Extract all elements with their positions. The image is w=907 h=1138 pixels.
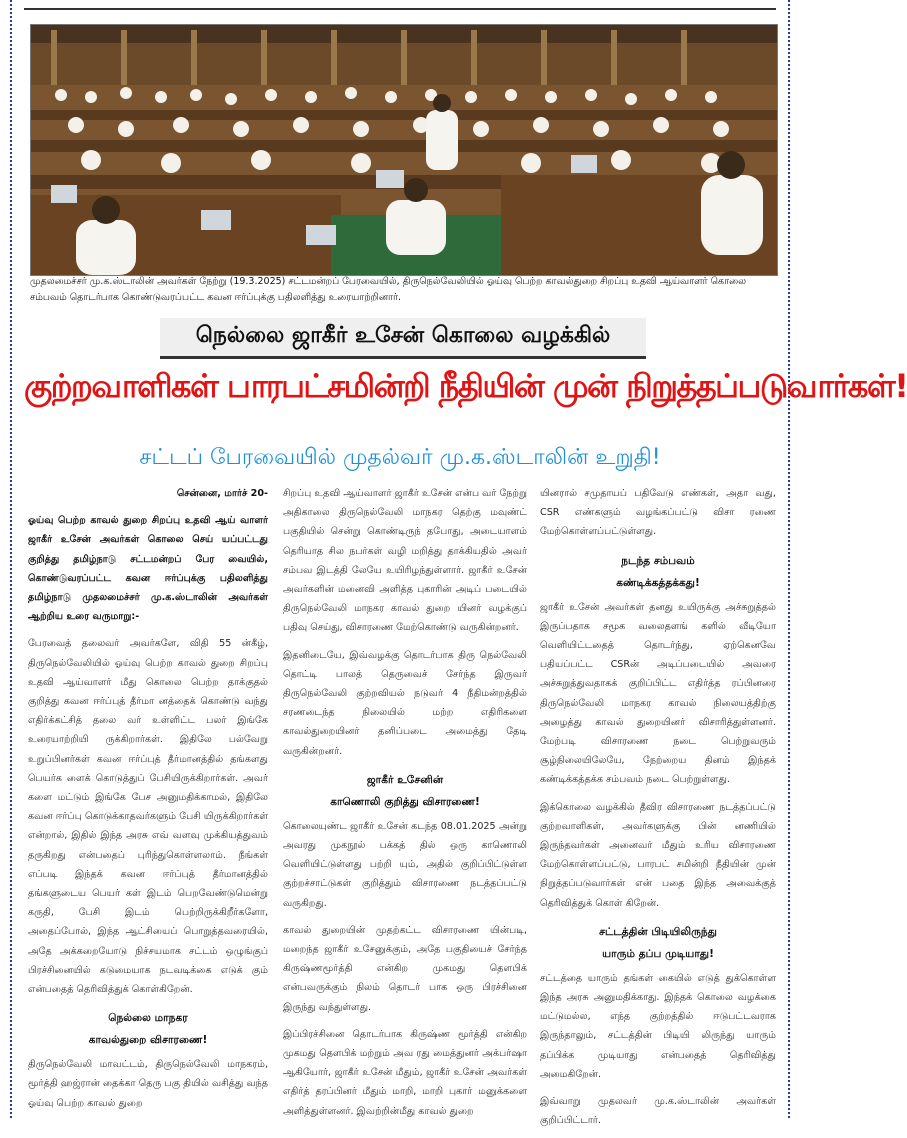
body-paragraph: இதனிடையே, இவ்வழக்கு தொடர்பாக திரு நெல்வேலி தொட்டி பாலத் தெருவைச் சேர்ந்த இருவர் திருநெல்வேலி குற்றவியல் நடுவர் 4 நீதிமன்றத்தில் சரணடைந்த நிலையில் மற்ற எதிரிகளை காவல்துறையினர் தனிப்படை அமைத்து தேடி வருகின்றனர். (283, 649, 527, 757)
lead-paragraph: ஓய்வு பெற்ற காவல் துறை சிறப்பு உதவி ஆய் வாளர் ஜாகீர் உசேன் அவர்கள் கொலை செய் யப்பட்டது குறித்து தமிழ்நாடு சட்டமன்றப் பேர வையில், கொண்டுவரப்பட்ட கவன ஈர்ப்புக்கு பதிலளித்து தமிழ்நாடு முதலமைச்சர் மு.க.ஸ்டாலின் அவர்கள் ஆற்றிய உரை வருமாறு:- (28, 515, 268, 623)
section-heading (28, 1007, 268, 1051)
dateline: சென்னை, மார்ச் 20- (176, 488, 268, 499)
body-paragraph: கொலையுண்ட ஜாகீர் உசேன் கடந்த 08.01.2025 அன்று அவரது முகநூல் பக்கத் தில் ஒரு காணொலி வெளியிட்டுள்ளது பற்றி யும், அதில் குறிப்பிட்டுள்ள குற்றச்சாட்டுகள் குறித்தும் விசாரணை நடத்தப்பட்டு வருகிறது. (283, 820, 527, 909)
body-paragraph: இவ்வாறு முதலவர் மு.க.ஸ்டாலின் அவர்கள் குறிப்பிட்டார். (540, 1096, 776, 1127)
section-heading-line: நெல்லை மாநகர (108, 1012, 188, 1025)
section-heading-line: நடந்த சம்பவம் (621, 554, 695, 567)
tagline: சட்டப் பேரவையில் முதல்வர் மு.க.ஸ்டாலின் உறுதி! (139, 445, 661, 470)
section-heading (283, 769, 527, 813)
article-column-3 (540, 484, 776, 1138)
body-paragraph: சட்டத்தை யாரும் தங்கள் கையில் எடுத் துக்கொள்ள இந்த அரசு அனுமதிக்காது. இந்தக் கொலை வழக்கை மட்டுமல்ல, எந்த குற்றத்தில் ஈடுபட்டவராக இருந்தாலும், சட்டத்தின் பிடியி லிருந்து யாரும் தப்பிக்க முடியாது என்பதைத் தெரிவித்து அமைகிறேன். (540, 972, 776, 1080)
top-rule (24, 0, 776, 10)
section-heading-line: சட்டத்தின் பிடியிலிருந்து (599, 925, 717, 938)
section-heading-line: ஜாகீர் உசேனின் (366, 773, 444, 786)
body-paragraph: பேரவைத் தலைவர் அவர்களே, விதி 55 ன்கீழ், திருநெல்வேலியில் ஓய்வு பெற்ற காவல் துறை சிறப்பு உதவி ஆய்வாளர் மீது கொலை பெற்ற தாக்குதல் குறித்து கவன ஈர்ப்புத் தீர்மா னத்தைக் கொண்டு வந்து எதிர்க்கட்சித் தலை வர் உள்ளிட்ட பலர் இங்கே உரையாற்றியி ருக்கிறார்கள். இதிலே பல்வேறு உறுப்பினர்கள் கவன ஈர்ப்புத் தீர்மானத்தில் தங்களது பெயர்க ளைக் கொடுத்துப் பேசியிருக்கிறார்கள். அவர் களை மட்டும் இங்கே பேச அனுமதிக்காமல், இதிலே கவன ஈர்ப்பு கொடுக்காதவர்களும் பேசி யிருக்கிறார்கள் என்றால், இதில் இந்த அரசு எவ் வளவு முக்கியத்துவம் தருகிறது என்பதைப் புரிந்துகொள்ளலாம். நீங்கள் எப்படி இந்தக் கவன ஈர்ப்புத் தீர்மானத்தில் தங்களுடைய பெயர் கள் இடம் பெறவேண்டுமென்று கருதி, பேசி இடம் பெற்றிருக்கிறீர்களோ, அதைப்போல், இந்த ஆட்சியைப் பொறுத்தவரையில், அதே அக்கறையோடு நிச்சயமாக சட்டம் ஒழுங்குப் பிரச்சினையில் கடுமையாக நடவடிக்கை எடுக் கும் என்பதைத் தெரிவித்துக் கொள்கிறேன். (28, 638, 268, 996)
assembly-photo (30, 24, 778, 276)
section-heading-line: காவல்துறை விசாரணை! (88, 1034, 208, 1047)
section-heading (540, 921, 776, 965)
sub-headline: நெல்லை ஜாகீர் உசேன் கொலை வழக்கில் (160, 318, 646, 359)
body-paragraph: சிறப்பு உதவி ஆய்வாளர் ஜாகீர் உசேன் என்ப வர் நேற்று அதிகாலை திருநெல்வேலி மாநகர தெற்கு மவுண்ட் பகுதியில் சென்று கொண்டிருந் தபோது, அடையாளம் தெரியாத சில நபர்கள் வழி மறித்து தாக்கியதில் அவர் சம்பவ இடத்தி லேயே உயிரிழந்துள்ளார். ஜாகீர் உசேன் அவர்களின் மனைவி அளித்த புகாரின் அடிப் படையில் திருநெல்வேலி மாநகர காவல் துறை யினர் வழக்குப் பதிவு செய்து, விசாரணை மேற்கொண்டு வருகின்றனர். (283, 488, 527, 634)
photo-caption: முதலமைச்சர் மு.க.ஸ்டாலின் அவர்கள் நேற்று (19.3.2025) சட்டமன்றப் பேரவையில், திருநெல்வேலியில் ஓய்வு பெற்ற காவல்துறை சிறப்பு உதவி ஆய்வாளர் கொலை சம்பவம் தொடர்பாக கொண்டுவரப்பட்ட கவன ஈர்ப்புக்கு பதிலளித்து உரையாற்றினார். (30, 276, 746, 303)
section-heading-line: கண்டிக்கத்தக்கது! (616, 576, 700, 589)
body-paragraph: யினரால் சமுதாயப் பதிவேடு எண்கள், அதா வது, CSR எண்களும் வழங்கப்பட்டு விசா ரணை மேற்கொள்ளப்பட்டுள்ளது. (540, 488, 776, 538)
body-paragraph: திருநெல்வேலி மாவட்டம், திருநெல்வேலி மாநகரம், மூர்த்தி ஹஜ்ரான் தைக்கா தெரு பகு தியில் வசித்து வந்த ஓய்வு பெற்ற காவல் துறை (28, 1059, 268, 1109)
section-heading (540, 550, 776, 594)
main-headline: குற்றவாளிகள் பாரபட்சமின்றி நீதியின் முன் நிறுத்தப்படுவார்கள்! (24, 367, 907, 405)
article-column-2 (283, 484, 527, 1129)
body-paragraph: இக்கொலை வழக்கில் தீவிர விசாரணை நடத்தப்பட்டு குற்றவாளிகள், அவர்களுக்கு பின் னணியில் இருந்தவர்கள் அனைவர் மீதும் உரிய விசாரணை மேற்கொள்ளப்பட்டு, பாரபட் சமின்றி நீதியின் முன் நிறுத்தப்படுவார்கள் என் பதை இந்த அவைக்குத் தெரிவித்துக் கொள் கிறேன். (540, 801, 776, 909)
body-paragraph: இப்பிரச்சினை தொடர்பாக கிருஷ்ண மூர்த்தி என்கிற முகமது தௌபிக் மற்றும் அவ ரது மைத்துனர் அக்பர்ஷா ஆகியோர், ஜாகீர் உசேன் மீதும், ஜாகீர் உசேன் அவர்கள் எதிர்த் தரப்பினர் மீதும் மாறி, மாறி புகார் மனுக்களை அளித்துள்ளனர். இவற்றின்மீது காவல் துறை (283, 1028, 527, 1117)
body-paragraph: காவல் துறையின் முதற்கட்ட விசாரணை யின்படி, மறைந்த ஜாகீர் உசேனுக்கும், அதே பகுதியைச் சேர்ந்த கிருஷ்ணமூர்த்தி என்கிற முகமது தௌபிக் என்பவருக்கும் நிலம் தொடர் பாக ஒரு பிரச்சினை இருந்து வந்துள்ளது. (283, 924, 527, 1013)
article-column-1 (28, 484, 268, 1121)
section-heading-line: காணொலி குறித்து விசாரணை! (330, 795, 480, 808)
body-paragraph: ஜாகீர் உசேன் அவர்கள் தனது உயிருக்கு அச்சுறுத்தல் இருப்பதாக சமூக வலைதளங் களில் வீடியோ வெளியிட்டதைத் தொடர்ந்து, ஏற்கெனவே பதியப்பட்ட CSRன் அடிப்படையில் அவரை அச்சுறுத்துவதாகக் குறிப்பிட்ட எதிர்த்த ரப்பினரை திருநெல்வேலி மாநகர காவல் நிலையத்திற்கு அழைத்து காவல் துறையினர் விசாரித்துள்ளனர். மேற்படி விசாரணை நடை பெற்றுவரும் சூழ்நிலையிலேயே, நேற்றைய தினம் இந்தக் கண்டிக்கத்தக்க சம்பவம் நடை பெற்றுள்ளது. (540, 601, 776, 786)
section-heading-line: யாரும் தப்ப முடியாது! (602, 947, 714, 960)
